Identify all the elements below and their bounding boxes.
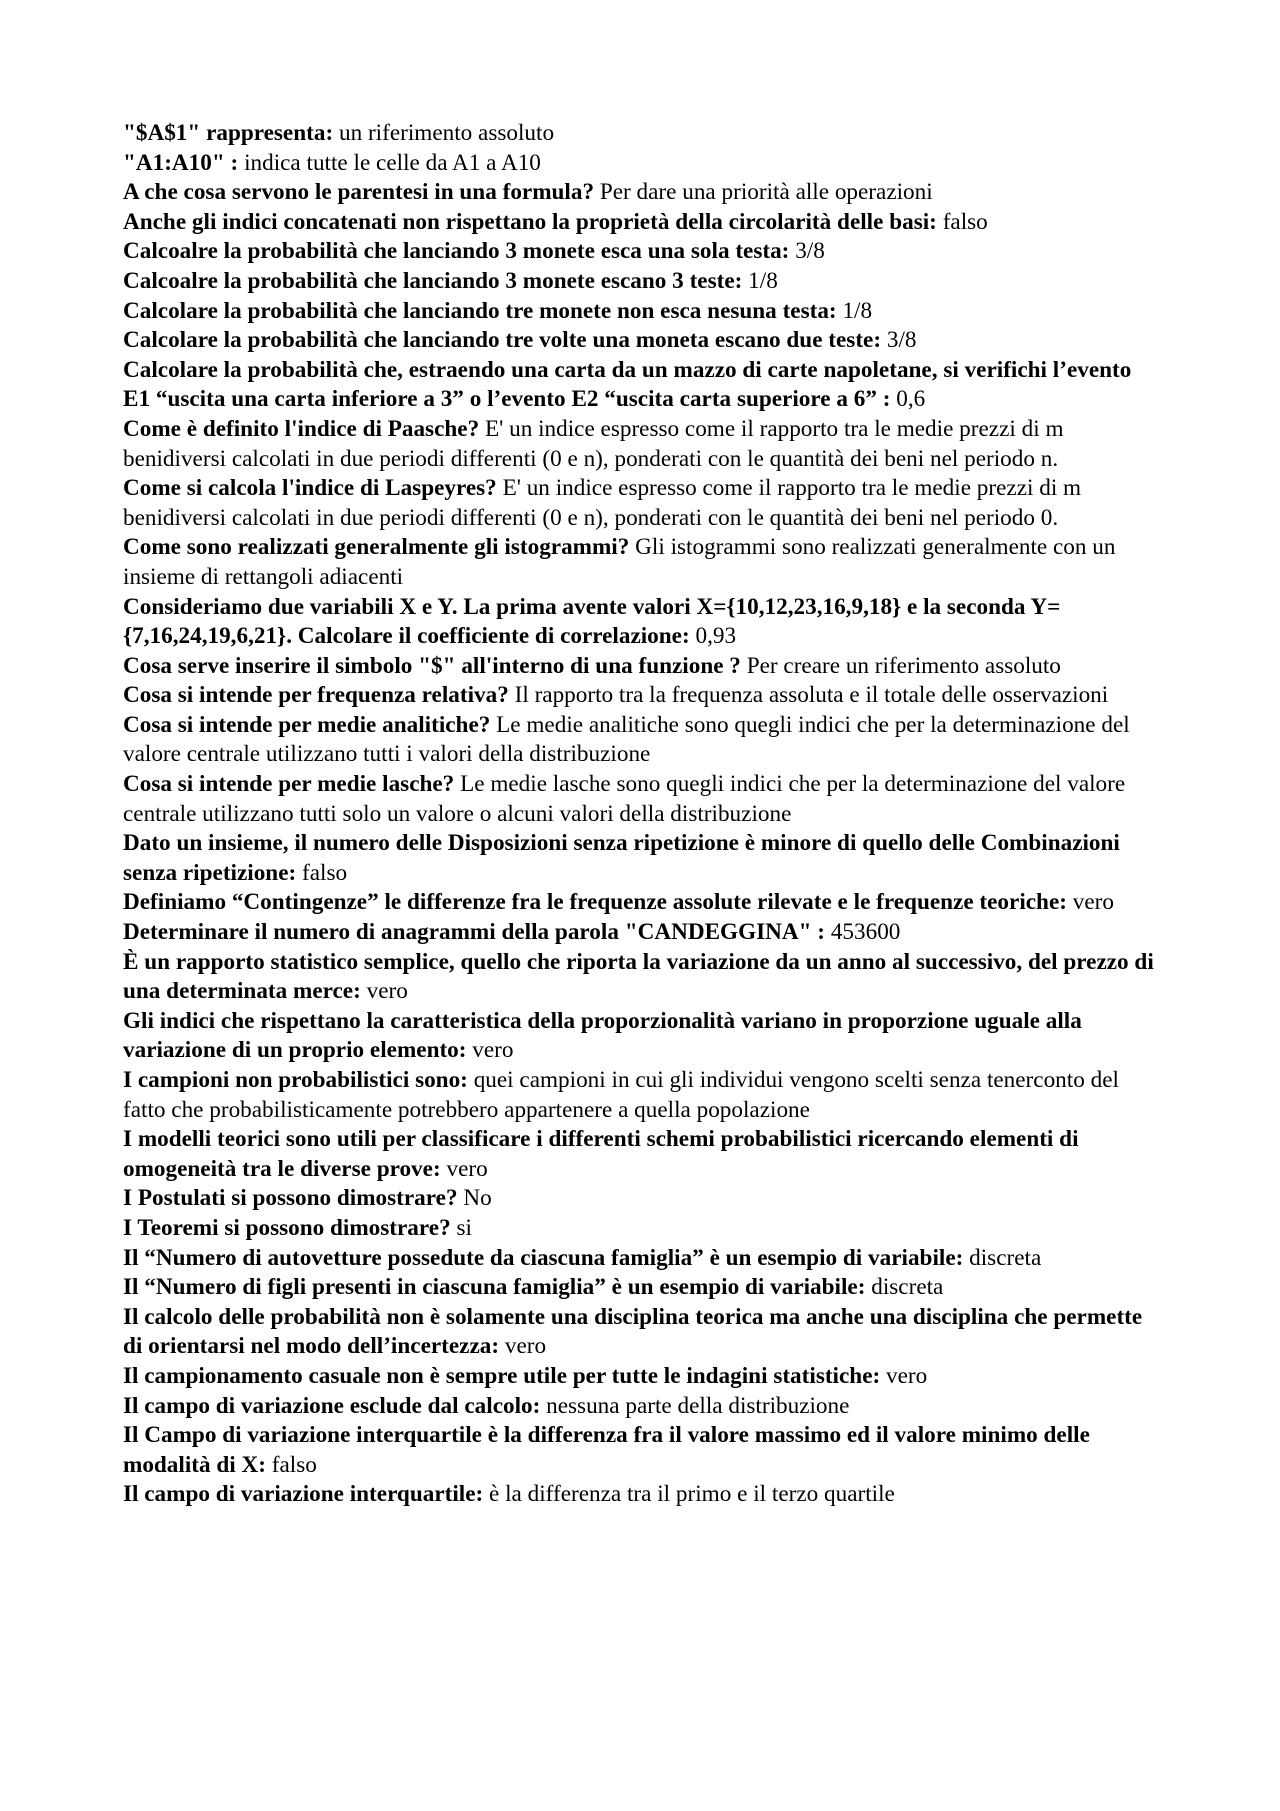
answer-text: vero bbox=[886, 1362, 928, 1389]
question-text: I Teoremi si possono dimostrare? bbox=[123, 1214, 451, 1241]
answer-text: si bbox=[456, 1214, 472, 1241]
question-text: Definiamo “Contingenze” le differenze fra le frequenze assolute rilevate e le frequenze teoriche: bbox=[123, 889, 1067, 916]
question-text: "A1:A10" : bbox=[123, 149, 239, 176]
question-text: Il calcolo delle probabilità non è solamente una disciplina teorica ma anche una disciplina che permette di orientarsi nel modo dell’incertezza: bbox=[123, 1303, 1143, 1360]
question-text: I modelli teorici sono utili per classificare i differenti schemi probabilistici ricercando elementi di omogeneità tra le diverse prove: bbox=[123, 1126, 1079, 1182]
question-text: Cosa serve inserire il simbolo "$" all'interno di una funzione ? bbox=[123, 652, 741, 679]
answer-text: vero bbox=[504, 1333, 547, 1360]
answer-text: indica tutte le celle da A1 a A10 bbox=[244, 149, 541, 176]
qa-item bbox=[123, 918, 1163, 948]
answer-text: nessuna parte della distribuzione bbox=[546, 1392, 850, 1419]
answer-text: 1/8 bbox=[842, 297, 873, 324]
qa-document bbox=[123, 119, 1163, 1510]
qa-item bbox=[123, 178, 1163, 208]
qa-item bbox=[123, 1125, 1163, 1184]
question-text: Calcolare la probabilità che, estraendo una carta da un mazzo di carte napoletane, si verifichi l’evento E1 “uscita una carta inferiore a 3” o l’evento E2 “uscita carta superiore a 6” : bbox=[123, 356, 1132, 413]
question-text: Cosa si intende per medie analitiche? bbox=[123, 711, 491, 738]
qa-item bbox=[123, 948, 1163, 1007]
answer-text: discreta bbox=[871, 1274, 944, 1301]
question-text: Gli indici che rispettano la caratteristica della proporzionalità variano in proporzione uguale alla variazione di un proprio elemento: bbox=[123, 1007, 1082, 1064]
answer-text: vero bbox=[446, 1155, 488, 1182]
qa-item bbox=[123, 533, 1163, 592]
qa-item bbox=[123, 267, 1163, 297]
question-text: Il campo di variazione esclude dal calcolo: bbox=[123, 1392, 541, 1419]
answer-text: E' un indice espresso come il rapporto tra le medie prezzi di m benidiversi calcolati in due periodi differenti (0 e n), ponderati con le quantità dei beni nel periodo n. bbox=[123, 415, 1064, 472]
qa-item bbox=[123, 711, 1163, 770]
question-text: "$A$1" rappresenta: bbox=[123, 120, 334, 146]
answer-text: falso bbox=[942, 208, 988, 235]
qa-item bbox=[123, 1214, 1163, 1244]
answer-text: Gli istogrammi sono realizzati generalmente con un insieme di rettangoli adiacenti bbox=[123, 534, 1116, 590]
question-text: A che cosa servono le parentesi in una formula? bbox=[123, 179, 595, 206]
question-text: Il campionamento casuale non è sempre utile per tutte le indagini statistiche: bbox=[123, 1362, 881, 1389]
answer-text: falso bbox=[302, 859, 348, 886]
answer-text: vero bbox=[472, 1037, 514, 1064]
qa-item bbox=[123, 1184, 1163, 1214]
qa-item bbox=[123, 119, 1163, 149]
qa-item bbox=[123, 829, 1163, 888]
qa-item bbox=[123, 356, 1163, 415]
answer-text: vero bbox=[1072, 889, 1114, 916]
answer-text: quei campioni in cui gli individui vengono scelti senza tenerconto del fatto che probabilisticamente potrebbero appartenere a quella popolazione bbox=[123, 1067, 1119, 1123]
question-text: Come si calcola l'indice di Laspeyres? bbox=[123, 475, 497, 502]
question-text: Calcoalre la probabilità che lanciando 3 monete escano 3 teste: bbox=[123, 267, 743, 294]
answer-text: 3/8 bbox=[795, 238, 825, 265]
question-text: Il “Numero di autovetture possedute da ciascuna famiglia” è un esempio di variabile: bbox=[123, 1244, 964, 1271]
qa-item bbox=[123, 1480, 1163, 1510]
qa-item bbox=[123, 652, 1163, 682]
qa-item bbox=[123, 1362, 1163, 1392]
question-text: Calcolare la probabilità che lanciando tre volte una moneta escano due teste: bbox=[123, 327, 882, 354]
answer-text: Le medie analitiche sono quegli indici che per la determinazione del valore centrale utilizzano tutti i valori della distribuzione bbox=[123, 711, 1130, 768]
qa-item bbox=[123, 888, 1163, 918]
answer-text: 0,93 bbox=[695, 623, 737, 650]
question-text: Come è definito l'indice di Paasche? bbox=[123, 415, 480, 442]
qa-item bbox=[123, 149, 1163, 179]
answer-text: è la differenza tra il primo e il terzo quartile bbox=[489, 1481, 895, 1508]
answer-text: Il rapporto tra la frequenza assoluta e il totale delle osservazioni bbox=[514, 682, 1109, 709]
answer-text: 0,6 bbox=[896, 386, 926, 413]
question-text: Anche gli indici concatenati non rispettano la proprietà della circolarità delle basi: bbox=[123, 208, 937, 235]
qa-item bbox=[123, 1303, 1163, 1362]
question-text: È un rapporto statistico semplice, quello che riporta la variazione da un anno al successivo, del prezzo di una determinata merce: bbox=[123, 948, 1154, 1005]
qa-item bbox=[123, 208, 1163, 238]
answer-text: No bbox=[463, 1185, 492, 1212]
question-text: Cosa si intende per frequenza relativa? bbox=[123, 682, 509, 709]
question-text: Come sono realizzati generalmente gli istogrammi? bbox=[123, 534, 630, 561]
qa-item bbox=[123, 326, 1163, 356]
question-text: I Postulati si possono dimostrare? bbox=[123, 1185, 458, 1212]
answer-text: Per dare una priorità alle operazioni bbox=[599, 179, 933, 206]
answer-text: Per creare un riferimento assoluto bbox=[746, 652, 1061, 679]
qa-item bbox=[123, 1066, 1163, 1125]
question-text: Cosa si intende per medie lasche? bbox=[123, 771, 455, 798]
qa-item bbox=[123, 770, 1163, 829]
qa-item bbox=[123, 1244, 1163, 1274]
answer-text: un riferimento assoluto bbox=[338, 120, 555, 146]
question-text: Il Campo di variazione interquartile è la differenza fra il valore massimo ed il valore minimo delle modalità di X: bbox=[123, 1422, 1090, 1478]
answer-text: Le medie lasche sono quegli indici che per la determinazione del valore centrale utilizzano tutti solo un valore o alcuni valori della distribuzione bbox=[123, 771, 1126, 827]
qa-item bbox=[123, 297, 1163, 327]
answer-text: falso bbox=[271, 1451, 317, 1478]
question-text: Determinare il numero di anagrammi della parola "CANDEGGINA" : bbox=[123, 919, 826, 946]
answer-text: 453600 bbox=[830, 919, 901, 946]
qa-item bbox=[123, 474, 1163, 533]
answer-text: discreta bbox=[969, 1244, 1042, 1271]
qa-item bbox=[123, 1421, 1163, 1480]
qa-item bbox=[123, 415, 1163, 474]
answer-text: E' un indice espresso come il rapporto tra le medie prezzi di m benidiversi calcolati in due periodi differenti (0 e n), ponderati con le quantità dei beni nel periodo 0. bbox=[123, 475, 1082, 531]
answer-text: 1/8 bbox=[748, 267, 778, 294]
question-text: Calcolare la probabilità che lanciando tre monete non esca nesuna testa: bbox=[123, 297, 837, 324]
qa-item bbox=[123, 1007, 1163, 1066]
answer-text: vero bbox=[366, 978, 408, 1005]
question-text: Dato un insieme, il numero delle Disposizioni senza ripetizione è minore di quello delle Combinazioni senza ripetizione: bbox=[123, 830, 1120, 886]
qa-item bbox=[123, 681, 1163, 711]
question-text: I campioni non probabilistici sono: bbox=[123, 1067, 468, 1093]
qa-item bbox=[123, 1392, 1163, 1422]
answer-text: 3/8 bbox=[886, 327, 917, 354]
qa-item bbox=[123, 237, 1163, 267]
question-text: Il “Numero di figli presenti in ciascuna famiglia” è un esempio di variabile: bbox=[123, 1274, 866, 1301]
question-text: Il campo di variazione interquartile: bbox=[123, 1481, 484, 1508]
qa-item bbox=[123, 593, 1163, 652]
question-text: Calcoalre la probabilità che lanciando 3 monete esca una sola testa: bbox=[123, 238, 790, 265]
question-text: Consideriamo due variabili X e Y. La prima avente valori X={10,12,23,16,9,18} e la seconda Y={7,16,24,19,6,21}. Calcolare il coefficiente di correlazione: bbox=[123, 593, 1061, 650]
qa-item bbox=[123, 1273, 1163, 1303]
